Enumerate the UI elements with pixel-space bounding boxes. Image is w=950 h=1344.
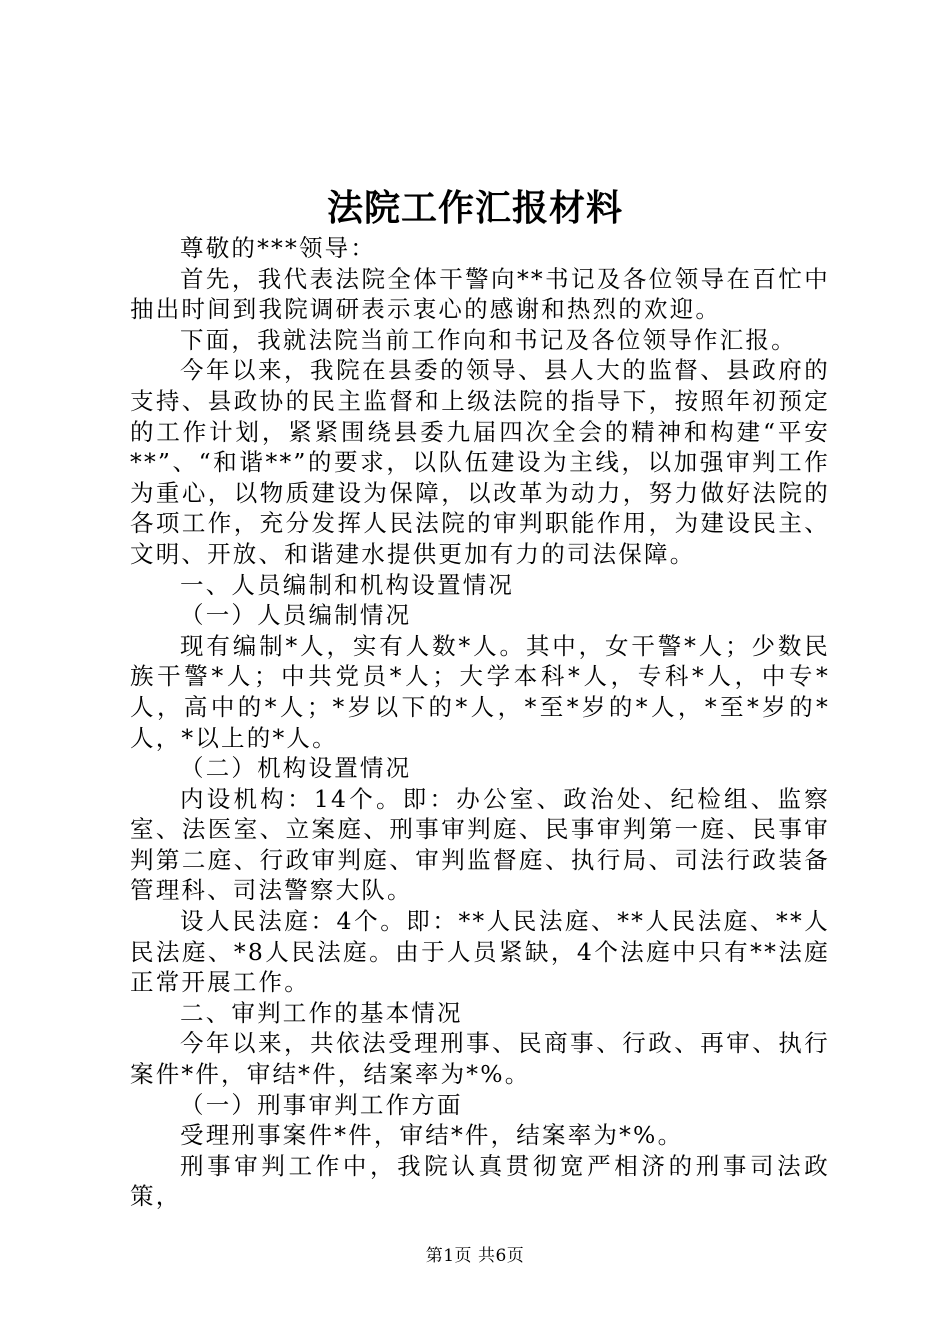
paragraph: 首先，我代表法院全体干警向**书记及各位领导在百忙中抽出时间到我院调研表示衷心的感谢和热烈的欢迎。 [130, 264, 830, 324]
paragraph: 刑事审判工作中，我院认真贯彻宽严相济的刑事司法政策， [130, 1151, 830, 1211]
paragraph: 受理刑事案件*件，审结*件，结案率为*%。 [180, 1121, 684, 1150]
paragraph: 今年以来，我院在县委的领导、县人大的监督、县政府的支持、县政协的民主监督和上级法院的指导下，按照年初预定的工作计划，紧紧围绕县委九届四次全会的精神和构建“平安**”、“和谐**”的要求，以队伍建设为主线，以加强审判工作为重心，以物质建设为保障，以改革为动力，努力做好法院的各项工作，充分发挥人民法院的审判职能作用，为建设民主、文明、开放、和谐建水提供更加有力的司法保障。 [130, 356, 830, 568]
page-footer: 第1页 共6页 [425, 1246, 525, 1266]
paragraph: 今年以来，共依法受理刑事、民商事、行政、再审、执行案件*件，审结*件，结案率为*%。 [130, 1029, 830, 1089]
paragraph: 现有编制*人，实有人数*人。其中，女干警*人；少数民族干警*人；中共党员*人；大学本科*人，专科*人，中专*人，高中的*人；*岁以下的*人，*至*岁的*人，*至*岁的*人，*以上的*人。 [130, 631, 830, 752]
subsection-heading: （二）机构设置情况 [180, 754, 412, 783]
salutation: 尊敬的***领导： [180, 234, 377, 262]
section-heading: 一、人员编制和机构设置情况 [180, 570, 515, 599]
paragraph: 内设机构：14个。即：办公室、政治处、纪检组、监察室、法医室、立案庭、刑事审判庭、民事审判第一庭、民事审判第二庭、行政审判庭、审判监督庭、执行局、司法行政装备管理科、司法警察大队。 [130, 784, 830, 905]
subsection-heading: （一）刑事审判工作方面 [180, 1090, 463, 1119]
paragraph: 设人民法庭：4个。即：**人民法庭、**人民法庭、**人民法庭、*8人民法庭。由于人员紧缺，4个法庭中只有**法庭正常开展工作。 [130, 907, 830, 997]
document-body [130, 233, 830, 1212]
section-heading: 二、审判工作的基本情况 [180, 998, 463, 1027]
document-title: 法院工作汇报材料 [326, 187, 623, 229]
subsection-heading: （一）人员编制情况 [180, 601, 412, 630]
paragraph: 下面，我就法院当前工作向和书记及各位领导作汇报。 [180, 325, 797, 354]
